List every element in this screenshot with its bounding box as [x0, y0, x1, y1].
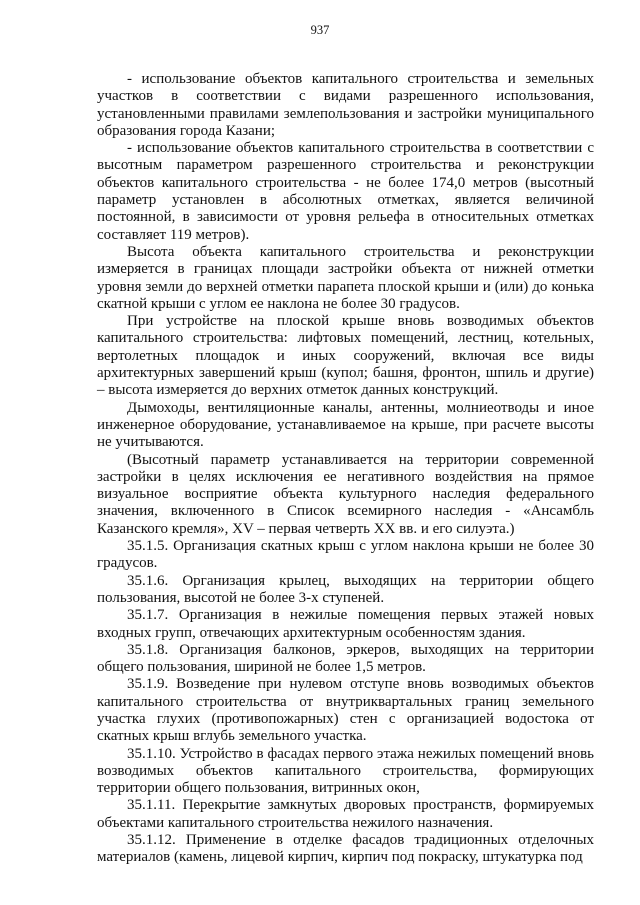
paragraph: Дымоходы, вентиляционные каналы, антенны, молниеотводы и иное инженерное оборудование, устанавливаемое на крыше, при расчете высоты не учитываются.	[97, 399, 594, 451]
page-number: 937	[310, 23, 330, 37]
paragraph: - использование объектов капитального строительства в соответствии с высотным параметром разрешенного строительства и реконструкции объектов капитального строительства - не более 174,0 метров (высотный параметр установлен в абсолютных отметках, является величиной постоянной, в зависимости от уровня рельефа в относительных отметках составляет 119 метров).	[97, 140, 594, 243]
paragraph: 35.1.8. Организация балконов, эркеров, выходящих на территории общего пользования, шириной не более 1,5 метров.	[97, 641, 594, 676]
paragraph: (Высотный параметр устанавливается на территории современной застройки в целях исключения ее негативного воздействия на прямое визуальное восприятие объекта культурного наследия федерального значения, включенного в Список всемирного наследия - «Ансамбль Казанского кремля», XV – первая четверть XX вв. и его силуэта.)	[97, 451, 594, 537]
paragraph: 35.1.5. Организация скатных крыш с углом наклона крыши не более 30 градусов.	[97, 538, 594, 572]
paragraph: 35.1.11. Перекрытие замкнутых дворовых пространств, формируемых объектами капитального строительства нежилого назначения.	[97, 797, 594, 831]
paragraph: 35.1.7. Организация в нежилые помещения первых этажей новых входных групп, отвечающих архитектурным особенностям здания.	[97, 607, 594, 641]
paragraph: - использование объектов капитального строительства и земельных участков в соответствии с видами разрешенного использования, установленными правилами землепользования и застройки муниципального образования города Казани;	[97, 71, 594, 139]
paragraph: 35.1.10. Устройство в фасадах первого этажа нежилых помещений вновь возводимых объектов капитального строительства, формирующих территории общего пользования, витринных окон,	[97, 745, 594, 797]
paragraph: 35.1.12. Применение в отделке фасадов традиционных отделочных материалов (камень, лицевой кирпич, кирпич под покраску, штукатурка под	[97, 832, 594, 866]
document-body	[97, 71, 594, 867]
paragraph: При устройстве на плоской крыше вновь возводимых объектов капитального строительства: лифтовых помещений, лестниц, котельных, вертолетных площадок и иных сооружений, включая все виды архитектурных завершений крыш (купол; башня, фронтон, шпиль и другие) – высота измеряется до верхних отметок данных конструкций.	[97, 313, 594, 399]
paragraph: Высота объекта капитального строительства и реконструкции измеряется в границах площади застройки объекта от нижней отметки уровня земли до верхней отметки парапета плоской крыши и (или) до конька скатной крыши с углом ее наклона не более 30 градусов.	[97, 243, 594, 312]
paragraph: 35.1.6. Организация крылец, выходящих на территории общего пользования, высотой не более 3-х ступеней.	[97, 572, 594, 606]
paragraph: 35.1.9. Возведение при нулевом отступе вновь возводимых объектов капитального строительства от внутриквартальных границ земельного участка глухих (противопожарных) стен с организацией водостока от скатных крыш вглубь земельного участка.	[97, 676, 594, 745]
